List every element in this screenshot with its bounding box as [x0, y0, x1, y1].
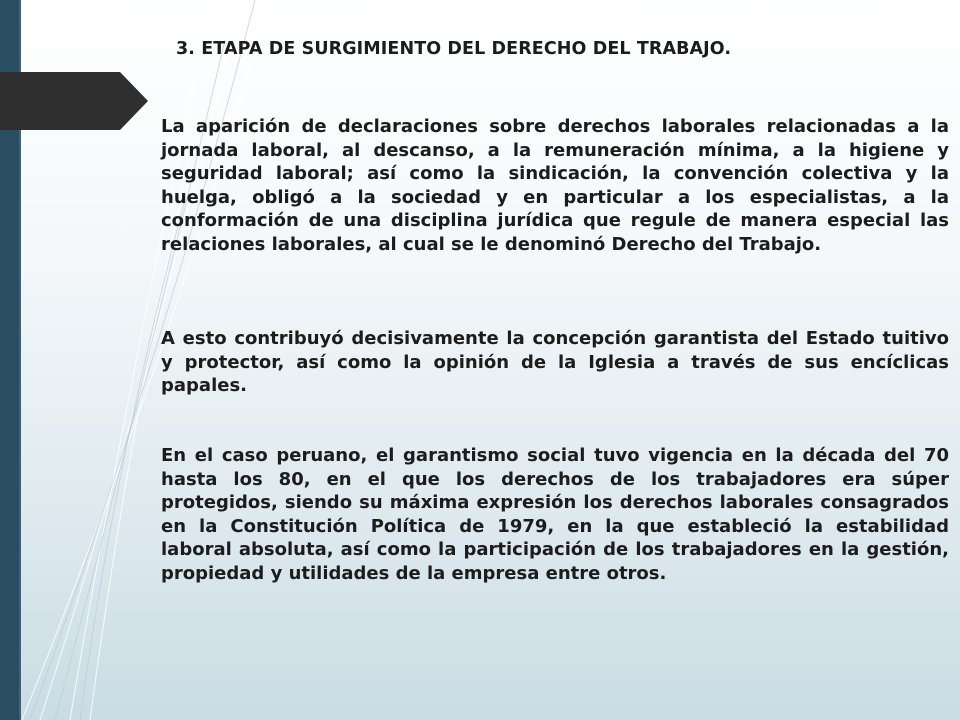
- paragraph-3: En el caso peruano, el garantismo social tuvo vigencia en la década del 70 hasta los 80, en el que los derechos de los trabajadores era súper protegidos, siendo su máxima expresión los derechos laborales consagrados en la Constitución Política de 1979, en la que estableció la estabilidad laboral absoluta, así como la participación de los trabajadores en la gestión, propiedad y utilidades de la empresa entre otros.: [161, 445, 949, 584]
- paragraph-1: La aparición de declaraciones sobre derechos laborales relacionadas a la jornada laboral, al descanso, a la remuneración mínima, a la higiene y seguridad laboral; así como la sindicación, la convención colectiva y la huelga, obligó a la sociedad y en particular a los especialistas, a la conformación de una disciplina jurídica que regule de manera especial las relaciones laborales, al cual se le denominó Derecho del Trabajo.: [161, 116, 949, 255]
- title-marker-tab: [0, 72, 150, 130]
- paragraph-2: A esto contribuyó decisivamente la concepción garantista del Estado tuitivo y protector, así como la opinión de la Iglesia a través de sus encíclicas papales.: [161, 328, 949, 396]
- slide-title: 3. ETAPA DE SURGIMIENTO DEL DERECHO DEL TRABAJO.: [176, 39, 732, 59]
